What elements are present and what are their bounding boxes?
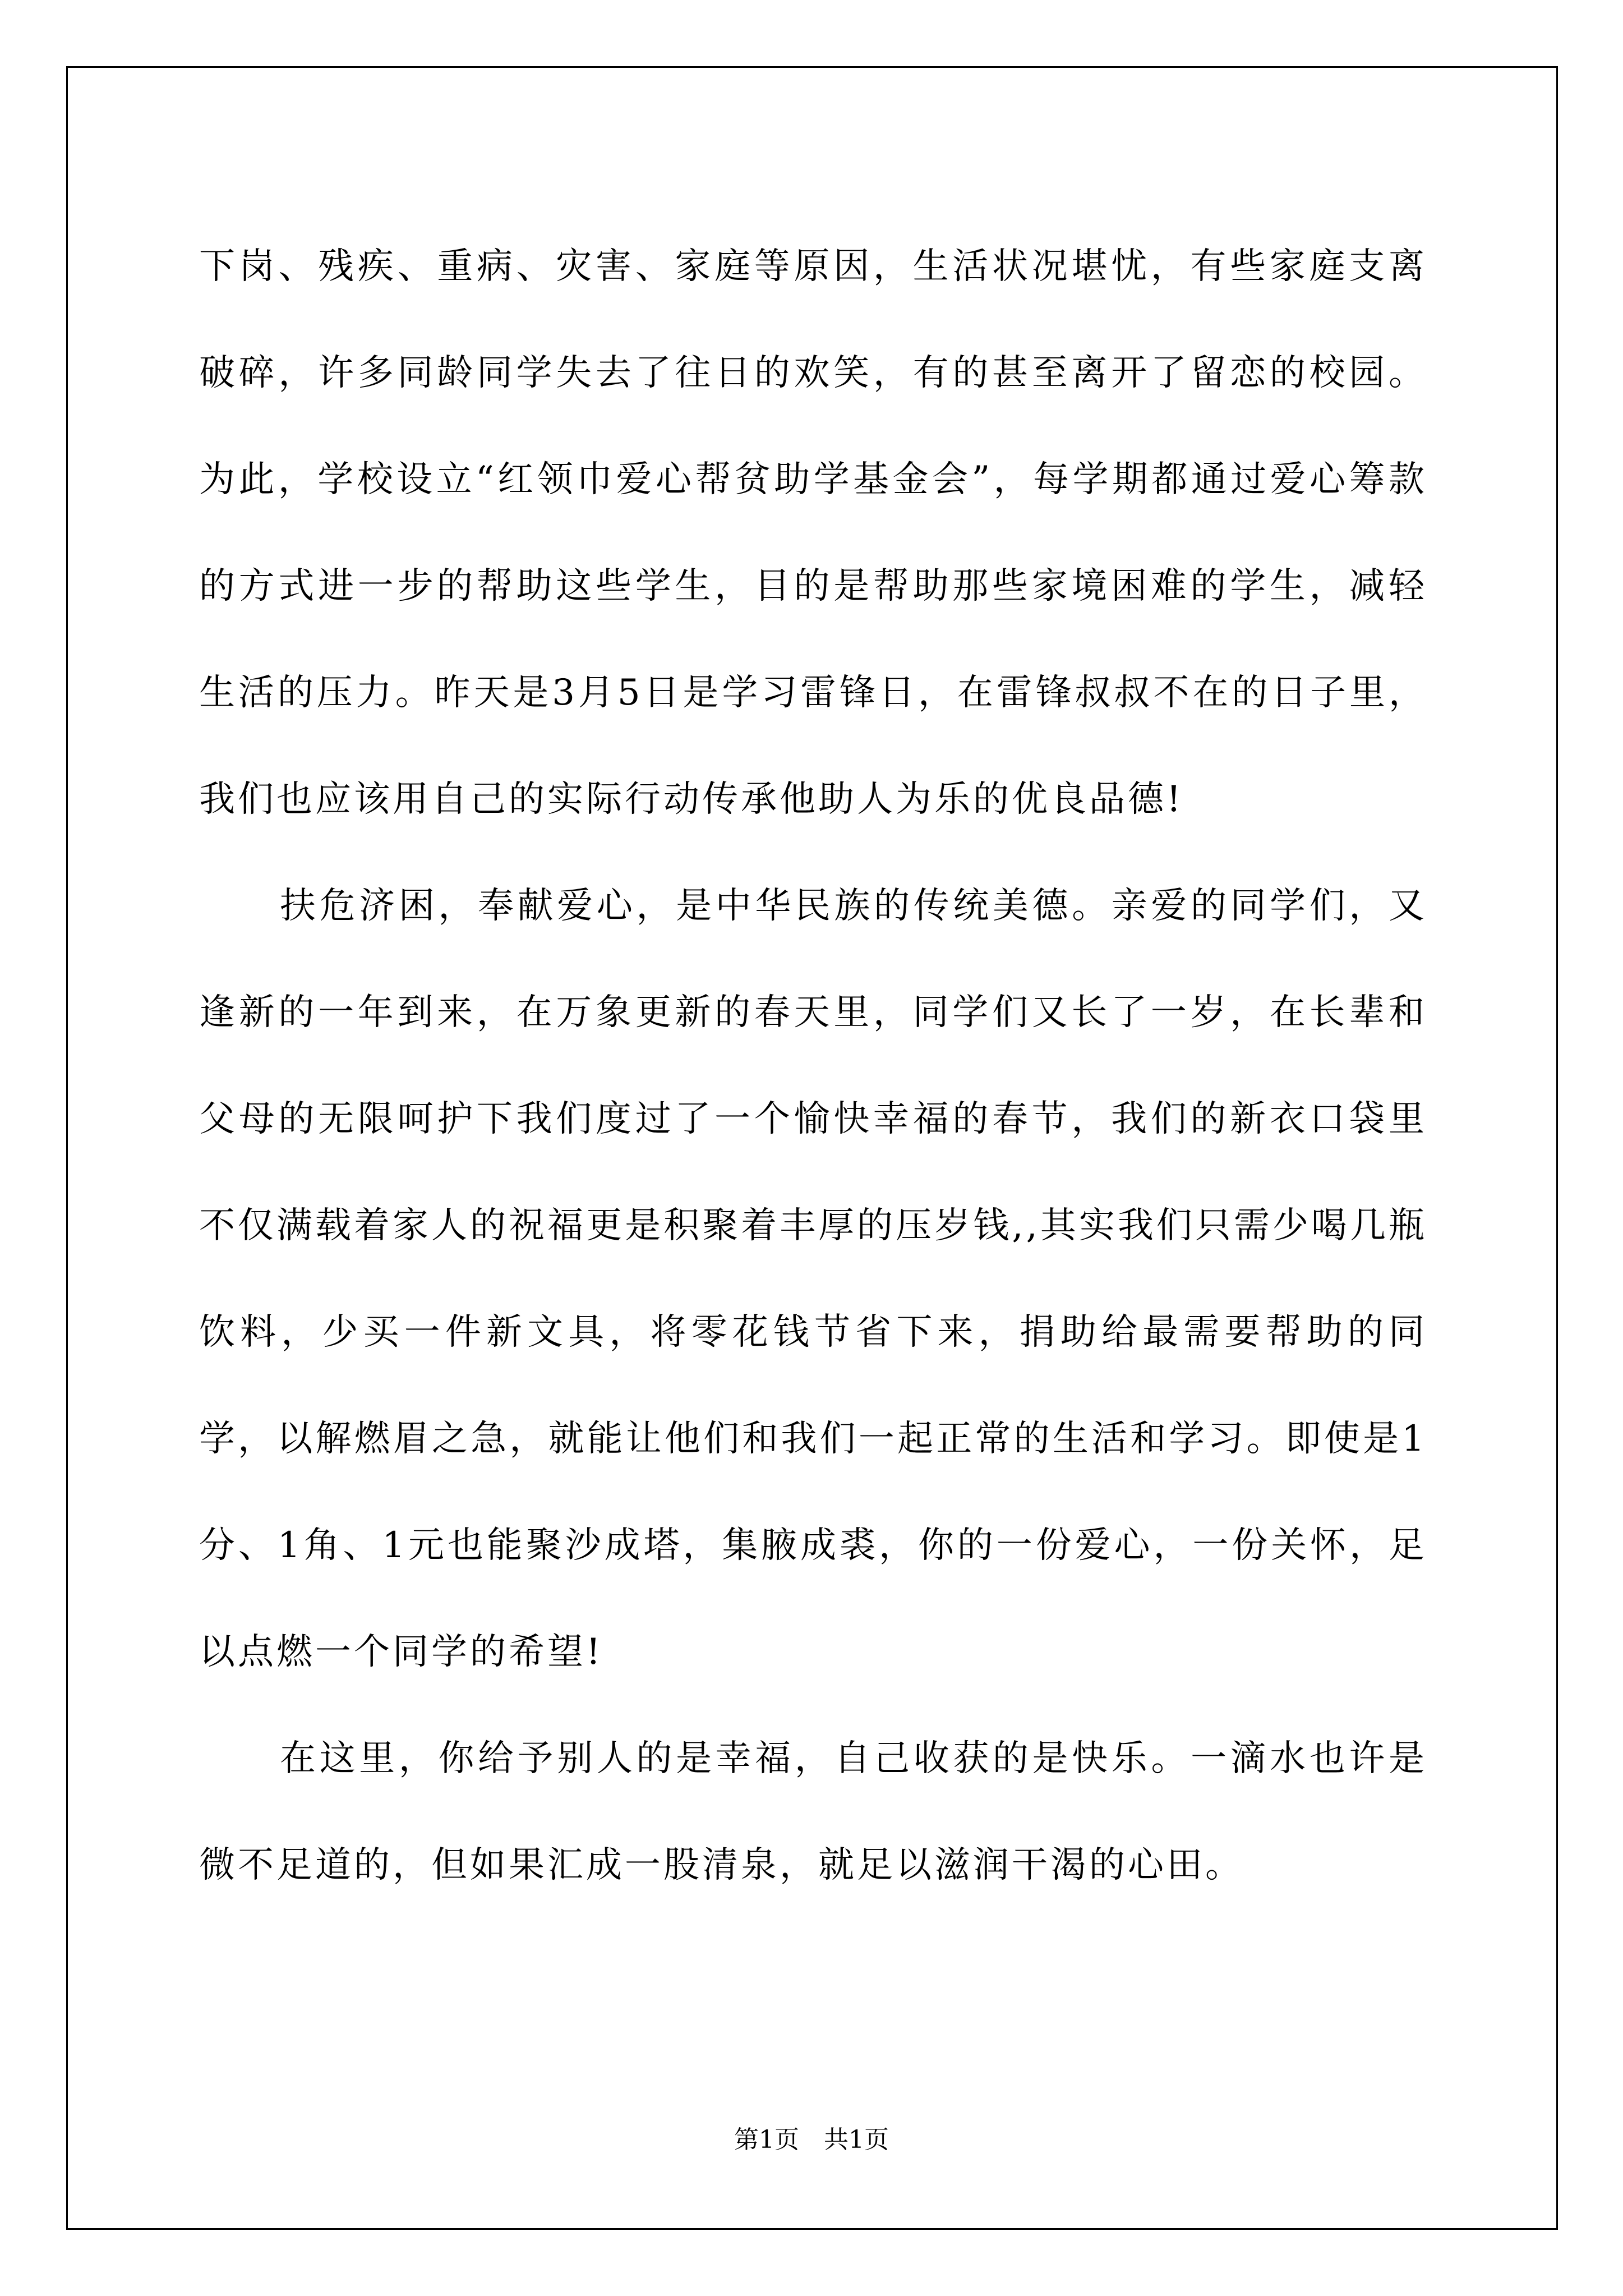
paragraph-2: 扶危济困，奉献爱心，是中华民族的传统美德。亲爱的同学们，又逢新的一年到来，在万象更新的春天里，同学们又长了一岁，在长辈和父母的无限呵护下我们度过了一个愉快幸福的春节，我们的新衣口袋里不仅满载着家人的祝福更是积聚着丰厚的压岁钱,,其实我们只需少喝几瓶饮料，少买一件新文具，将零花钱节省下来，捐助给最需要帮助的同学，以解燃眉之急，就能让他们和我们一起正常的生活和学习。即使是1分、1角、1元也能聚沙成塔，集腋成裘，你的一份爱心，一份关怀，足以点燃一个同学的希望! xyxy=(199,885,1427,1673)
document-body xyxy=(199,213,1427,1918)
paragraph-1: 下岗、残疾、重病、灾害、家庭等原因，生活状况堪忧，有些家庭支离破碎，许多同龄同学失去了往日的欢笑，有的甚至离开了留恋的校园。为此，学校设立“红领巾爱心帮贫助学基金会”，每学期都通过爱心筹款的方式进一步的帮助这些学生，目的是帮助那些家境困难的学生，减轻生活的压力。昨天是3月5日是学习雷锋日，在雷锋叔叔不在的日子里，我们也应该用自己的实际行动传承他助人为乐的优良品德! xyxy=(199,246,1427,820)
page-footer: 第1页 共1页 xyxy=(734,2125,889,2154)
paragraph-3: 在这里，你给予别人的是幸福，自己收获的是快乐。一滴水也许是微不足道的，但如果汇成一股清泉，就足以滋润干渴的心田。 xyxy=(199,1738,1427,1886)
